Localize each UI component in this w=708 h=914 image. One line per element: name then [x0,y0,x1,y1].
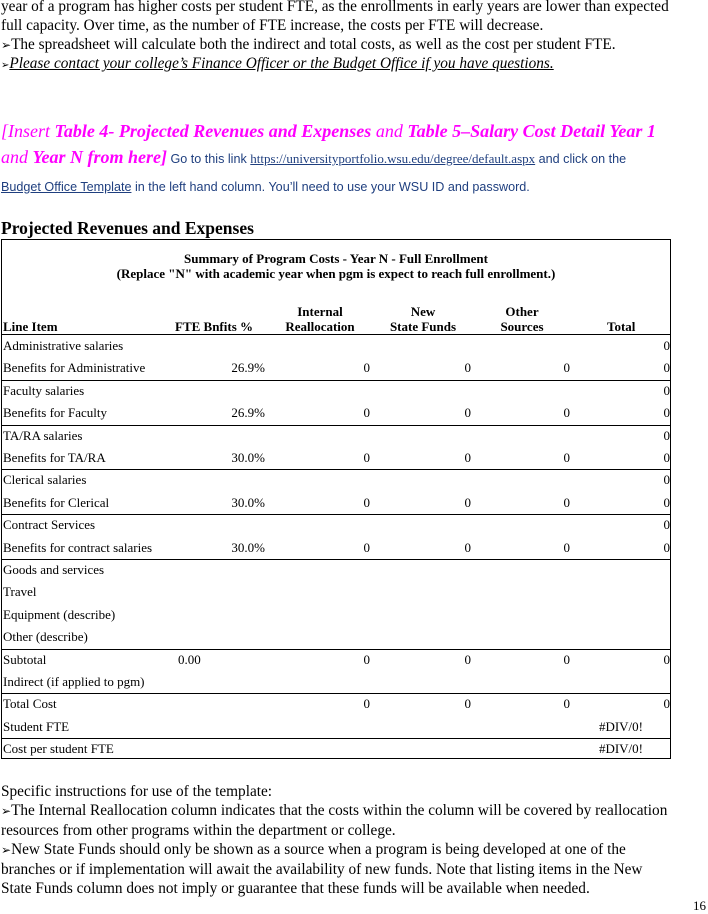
instructions-block [1,782,707,898]
row-label: Travel [3,584,37,600]
table-row [2,626,670,649]
instructions-intro: Specific instructions for use of the template: [1,783,273,800]
cell-internal-reallocation: 0 [363,360,370,376]
row-label: Benefits for contract salaries [3,539,153,555]
bullet-contact-text: Please contact your college’s Finance Officer or the Budget Office if you have questions. [9,55,554,72]
row-label: Total Cost [3,696,57,712]
cell-total: 0 [663,338,670,353]
cell-other-sources: 0 [563,539,570,555]
cell-total: 0 [663,450,670,465]
cell-fte-benefits: 0.00 [178,651,201,667]
bullet-spreadsheet-text: The spreadsheet will calculate both the indirect and total costs, as well as the cost per student FTE. [11,36,616,53]
header-other-2: Sources [500,319,544,334]
page-number: 16 [693,898,706,913]
cell-internal-reallocation: 0 [363,450,370,465]
cell-new-state-funds: 0 [464,696,471,712]
cell-internal-reallocation: 0 [363,494,370,510]
row-label: Contract Services [3,517,96,533]
cell-total: 0 [663,517,670,533]
bullet-spreadsheet [1,35,616,55]
cell-new-state-funds: 0 [464,651,471,667]
cell-internal-reallocation: 0 [363,651,370,667]
header-other [492,304,552,334]
cell-total: 0 [663,494,670,510]
row-label: Benefits for Clerical [3,494,110,510]
cell-other-sources: 0 [563,405,570,421]
cell-new-state-funds: 0 [464,405,471,421]
instruction-2-line-1: New State Funds should only be shown as a source when a program is being developed at one of the [11,841,626,858]
cell-total: 0 [663,427,670,443]
cell-other-sources: 0 [563,360,570,376]
table-row [2,335,670,357]
header-internal-2: Reallocation [285,319,355,334]
row-label: Faculty salaries [3,382,85,398]
header-new-1: New [410,304,436,319]
table-row [2,671,670,694]
cell-total: 0 [663,382,670,398]
section-heading: Projected Revenues and Expenses [1,218,254,238]
table-row [2,738,670,760]
cell-new-state-funds: 0 [464,539,471,555]
cell-fte-benefits: 30.0% [231,494,265,510]
table-row [2,425,670,447]
table-row [2,581,670,603]
program-costs-table [1,239,671,759]
row-label: Benefits for Administrative [3,360,146,376]
table-row [2,559,670,581]
cell-other-sources: 0 [563,494,570,510]
header-new [385,304,461,334]
table-row [2,380,670,402]
table-row [2,649,670,671]
insert-yearn: Year N from here] [32,147,167,167]
cell-total: 0 [663,360,670,376]
table-row [2,447,670,470]
table-row [2,402,670,425]
instruction-bullet-1 [1,801,707,821]
table-subtitle: (Replace "N" with academic year when pgm is expect to reach full enrollment.) [116,266,556,281]
table-row [2,716,670,739]
header-new-2: State Funds [389,319,457,334]
insert-rest: in the left hand column. You’ll need to use your WSU ID and password. [131,180,530,194]
insert-instruction-block [1,118,707,198]
instruction-bullet-2 [1,840,707,860]
table-row [2,492,670,515]
header-total: Total [607,319,636,334]
bullet-contact [1,54,554,75]
instruction-1-line-2: resources from other programs within the department or college. [1,822,396,839]
cell-total: 0 [663,405,670,421]
row-label: Other (describe) [3,629,88,645]
row-label: Clerical salaries [3,472,87,488]
row-label: Cost per student FTE [3,741,114,757]
cell-new-state-funds: 0 [464,450,471,465]
insert-and2: and [1,147,33,167]
table-row [2,357,670,380]
arrow-bullet-icon: ➢ [1,804,12,818]
row-label: TA/RA salaries [3,427,83,443]
header-fte: FTE Bnfits % [175,319,254,334]
insert-table4: Table 4- Projected Revenues and Expenses [54,121,372,141]
cell-total: 0 [663,696,670,712]
cell-fte-benefits: 26.9% [231,405,265,421]
insert-goto: Go to this link [166,152,251,166]
para-line-1: year of a program has higher costs per student FTE, as the enrollments in early years are lower than expected [1,0,669,15]
cell-other-sources: 0 [563,651,570,667]
header-internal [284,304,356,334]
table-row [2,469,670,491]
arrow-bullet-icon: ➢ [1,38,12,52]
arrow-bullet-icon: ➢ [1,843,12,857]
cell-internal-reallocation: 0 [363,405,370,421]
insert-table5: Table 5–Salary Cost Detail Year 1 [407,121,656,141]
cell-fte-benefits: 30.0% [231,450,265,465]
insert-open: [Insert [1,121,55,141]
budget-template-text: Budget Office Template [1,180,132,194]
row-label: Indirect (if applied to pgm) [3,674,145,689]
insert-click: and click on the [535,152,627,166]
portfolio-link[interactable]: https://universityportfolio.wsu.edu/degree/default.aspx [250,151,536,166]
row-label: Administrative salaries [3,338,124,353]
cell-internal-reallocation: 0 [363,539,370,555]
arrow-bullet-icon: ➢ [1,60,10,71]
cell-other-sources: 0 [563,450,570,465]
instruction-1-line-1: The Internal Reallocation column indicates that the costs within the column will be covered by reallocation [11,802,668,819]
row-label: Benefits for Faculty [3,405,107,421]
cell-internal-reallocation: 0 [363,696,370,712]
instruction-2-line-2: branches or if implementation will await the availability of new funds. Note that listing items in the New [1,861,643,878]
cell-fte-benefits: 30.0% [231,539,265,555]
para-line-2: full capacity. Over time, as the number of FTE increase, the costs per FTE will decrease. [1,17,544,34]
table-title: Summary of Program Costs - Year N - Full Enrollment [184,251,488,266]
insert-and1: and [371,121,408,141]
cell-new-state-funds: 0 [464,360,471,376]
cell-new-state-funds: 0 [464,494,471,510]
table-row [2,537,670,560]
header-internal-1: Internal [297,304,343,319]
cell-total: #DIV/0! [598,718,643,734]
table-row [2,693,670,715]
row-label: Equipment (describe) [3,606,116,622]
instruction-2-line-3: State Funds column does not imply or guarantee that these funds will be available when needed. [1,880,590,897]
cell-total: 0 [663,539,670,555]
table-row [2,514,670,536]
cell-other-sources: 0 [563,696,570,712]
header-line-item: Line Item [3,319,58,334]
table-row [2,604,670,626]
header-other-1: Other [505,304,539,319]
row-label: Goods and services [3,562,105,577]
cell-fte-benefits: 26.9% [231,360,265,376]
cell-total: 0 [663,651,670,667]
cell-total: 0 [663,472,670,488]
cell-total: #DIV/0! [598,741,643,757]
row-label: Benefits for TA/RA [3,450,106,465]
row-label: Student FTE [3,718,70,734]
row-label: Subtotal [3,651,47,667]
